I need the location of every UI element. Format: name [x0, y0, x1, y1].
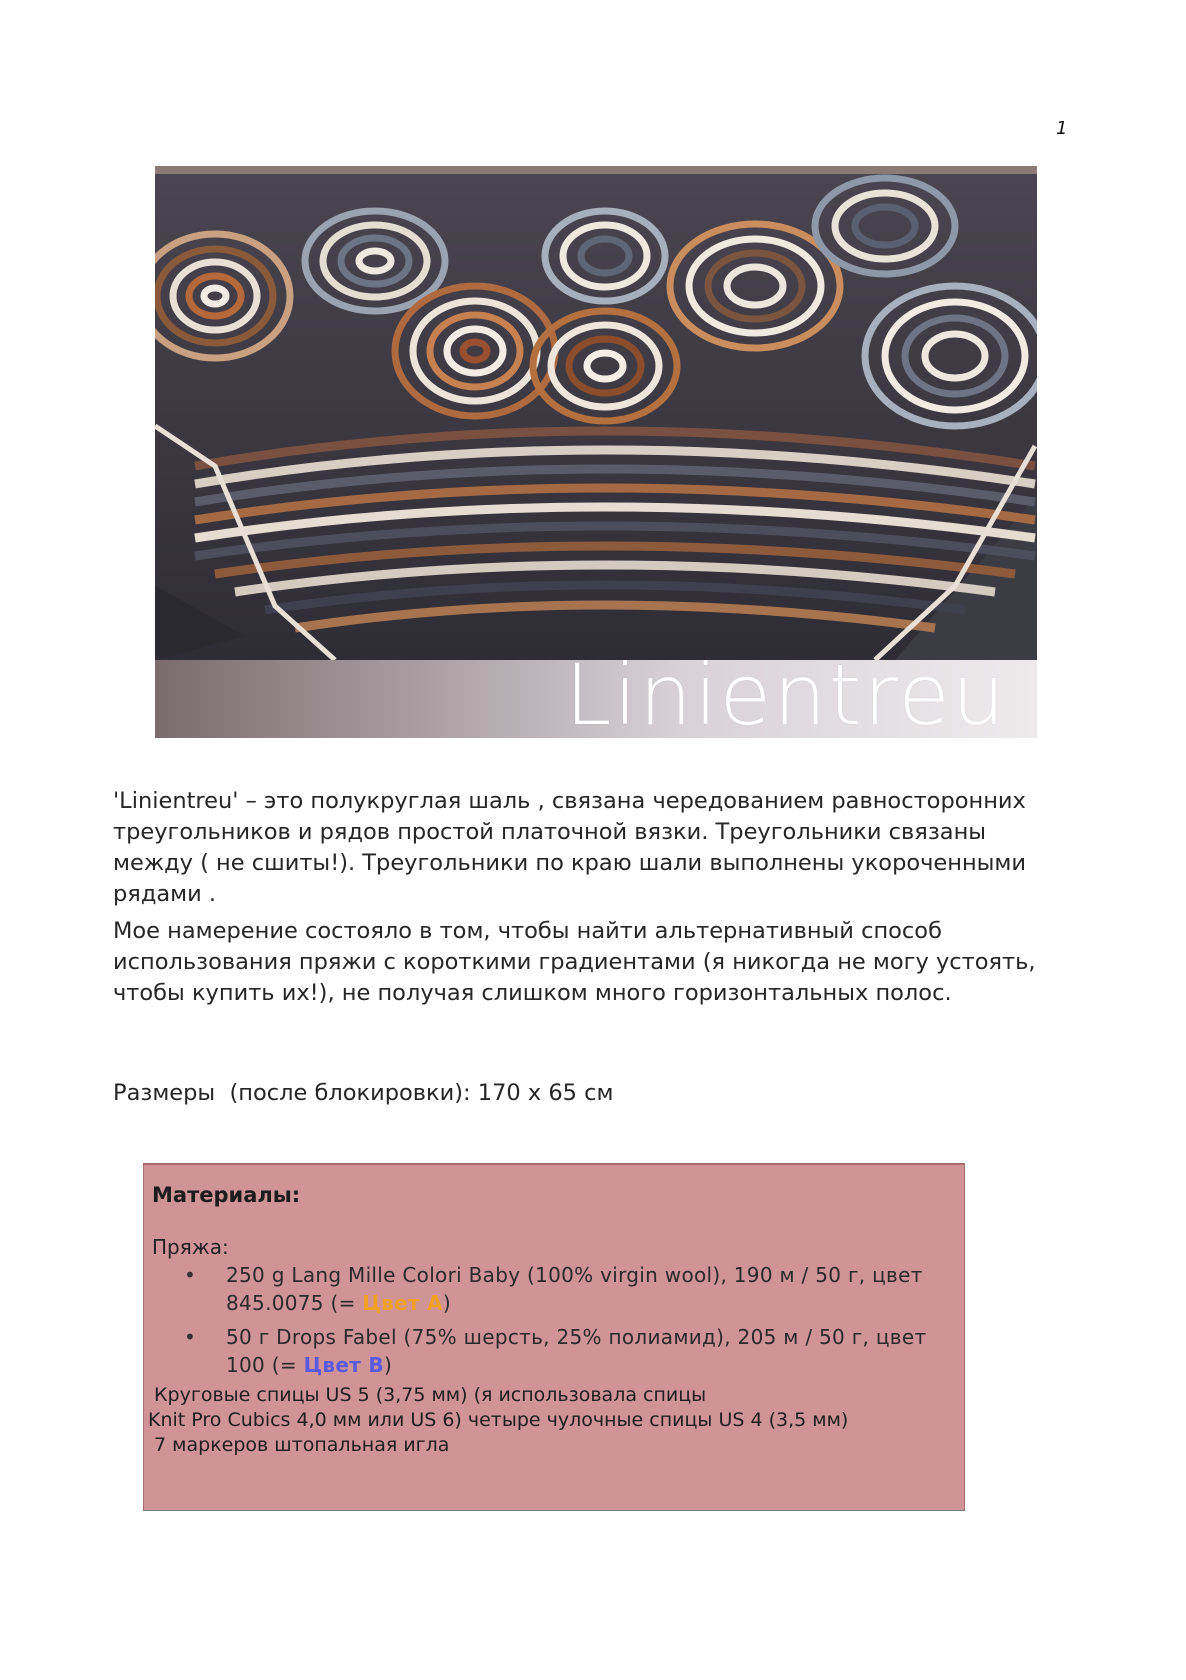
- intro-paragraph-2: Мое намерение состояло в том, чтобы найти альтернативный способ использования пряжи с короткими градиентами (я никогда не могу устоять, чтобы купить их!), не получая слишком много горизонтальных полос.: [113, 918, 1036, 1006]
- materials-box: [143, 1163, 965, 1511]
- yarn-item-text: 50 г Drops Fabel (75% шерсть, 25% полиамид), 205 м / 50 г, цвет 100 (=: [226, 1325, 927, 1377]
- photo-title-overlay: Linientreu: [564, 646, 1007, 738]
- intro-paragraph-1: 'Linientreu' – это полукруглая шаль , связана чередованием равносторонних треугольников и рядов простой платочной вязки. Треугольники связаны между ( не сшиты!). Треугольники по краю шали выполнены укороченными рядами .: [113, 788, 1027, 907]
- yarn-label: Пряжа:: [152, 1235, 229, 1259]
- needles-line-1: Круговые спицы US 5 (3,75 мм) (я использовала спицы: [148, 1384, 707, 1406]
- shawl-photo: [155, 166, 1037, 738]
- dimensions-line: Размеры (после блокировки): 170 х 65 см: [113, 1080, 614, 1106]
- yarn-item-suffix: ): [442, 1291, 452, 1315]
- tools-list: [148, 1383, 948, 1458]
- color-b-label: Цвет В: [303, 1353, 384, 1377]
- notions-line: 7 маркеров штопальная игла: [148, 1434, 450, 1456]
- yarn-item-suffix: ): [383, 1353, 393, 1377]
- yarn-list: [184, 1261, 944, 1385]
- materials-heading: Материалы:: [152, 1183, 301, 1207]
- page-number: 1: [1056, 118, 1068, 139]
- yarn-item-text: 250 g Lang Mille Colori Baby (100% virgin wool), 190 м / 50 г, цвет 845.0075 (=: [226, 1263, 923, 1315]
- color-a-label: Цвет А: [362, 1291, 443, 1315]
- list-item: [184, 1323, 944, 1379]
- list-item: [184, 1261, 944, 1317]
- needles-line-2: Knit Pro Cubics 4,0 мм или US 6) четыре чулочные спицы US 4 (3,5 мм): [148, 1409, 849, 1431]
- intro-text: [113, 786, 1053, 1009]
